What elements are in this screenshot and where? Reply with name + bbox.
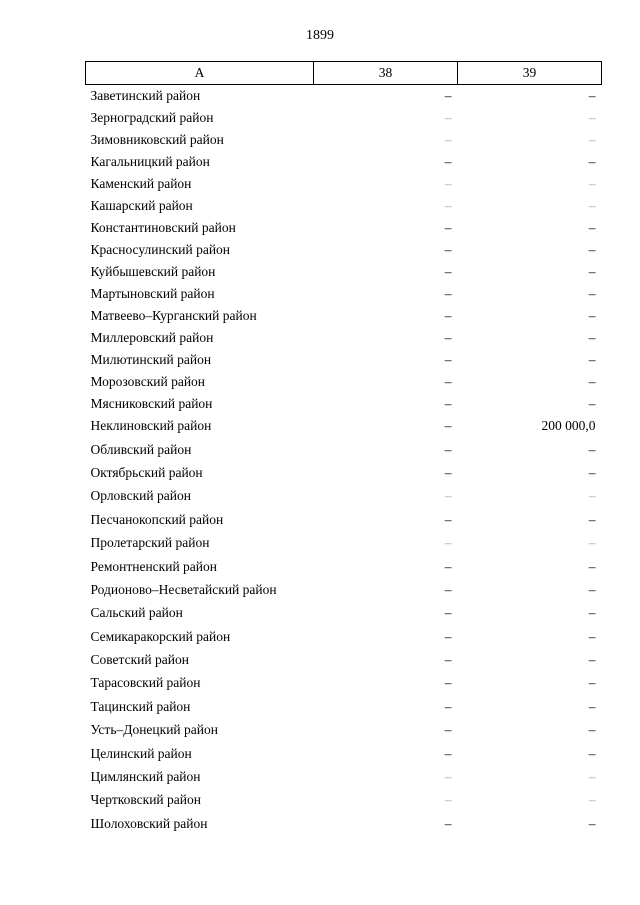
table-row [86, 765, 602, 788]
value-col-38: – [444, 418, 452, 434]
value-col-38: – [444, 241, 452, 257]
district-name: Константиновский район [90, 219, 236, 235]
page-number: 1899 [306, 28, 334, 43]
value-col-38: – [444, 488, 452, 504]
table-row [86, 239, 602, 261]
value-col-39: – [588, 581, 596, 597]
district-name: Тацинский район [90, 698, 191, 714]
value-col-39: – [588, 131, 596, 147]
table-row [86, 327, 602, 349]
value-col-39: – [588, 745, 596, 761]
table-row [86, 578, 602, 601]
header-col-38: 38 [314, 62, 458, 85]
value-col-38: – [444, 307, 452, 323]
value-col-39: – [588, 441, 596, 457]
district-name: Обливский район [90, 441, 192, 457]
value-col-38: – [444, 792, 452, 808]
district-name: Целинский район [90, 745, 192, 761]
value-col-38: – [444, 87, 452, 103]
value-col-38: – [444, 373, 452, 389]
value-col-38: – [444, 628, 452, 644]
table-row [86, 283, 602, 305]
district-name: Матвеево–Курганский район [90, 307, 257, 323]
value-col-39: – [588, 351, 596, 367]
header-row [86, 62, 602, 85]
district-name: Каменский район [90, 175, 192, 191]
table-header [86, 62, 602, 85]
value-col-39: – [588, 109, 596, 125]
value-col-38: – [444, 581, 452, 597]
table-row [86, 349, 602, 371]
value-col-38: – [444, 197, 452, 213]
district-name: Цимлянский район [90, 769, 201, 785]
value-col-38: – [444, 511, 452, 527]
value-col-39: – [588, 535, 596, 551]
table-row [86, 485, 602, 508]
district-name: Родионово–Несветайский район [90, 581, 277, 597]
value-col-38: – [444, 351, 452, 367]
district-name: Морозовский район [90, 373, 206, 389]
table-row [86, 393, 602, 415]
value-col-39: 200 000,0 [541, 418, 596, 434]
table-row [86, 415, 602, 438]
district-name: Куйбышевский район [90, 263, 216, 279]
table-row [86, 461, 602, 484]
district-name: Шолоховский район [90, 815, 208, 831]
district-name: Мясниковский район [90, 395, 213, 411]
value-col-38: – [444, 745, 452, 761]
value-col-39: – [588, 373, 596, 389]
table-row [86, 173, 602, 195]
district-name: Усть–Донецкий район [90, 722, 218, 738]
value-col-38: – [444, 464, 452, 480]
value-col-38: – [444, 698, 452, 714]
value-col-39: – [588, 792, 596, 808]
value-col-38: – [444, 329, 452, 345]
value-col-39: – [588, 698, 596, 714]
value-col-39: – [588, 511, 596, 527]
table-row [86, 438, 602, 461]
table-row [86, 129, 602, 151]
table-row [86, 672, 602, 695]
table-row [86, 305, 602, 327]
district-name: Красносулинский район [90, 241, 231, 257]
district-name: Пролетарский район [90, 535, 210, 551]
table-row [86, 261, 602, 283]
district-name: Милютинский район [90, 351, 212, 367]
district-name: Песчанокопский район [90, 511, 224, 527]
value-col-39: – [588, 395, 596, 411]
value-col-39: – [588, 219, 596, 235]
district-name: Кашарский район [90, 197, 193, 213]
value-col-38: – [444, 605, 452, 621]
value-col-38: – [444, 395, 452, 411]
district-name: Семикаракорский район [90, 628, 231, 644]
value-col-39: – [588, 263, 596, 279]
table-row [86, 648, 602, 671]
value-col-38: – [444, 815, 452, 831]
value-col-39: – [588, 558, 596, 574]
value-col-38: – [444, 109, 452, 125]
district-name: Мартыновский район [90, 285, 215, 301]
value-col-39: – [588, 605, 596, 621]
value-col-39: – [588, 675, 596, 691]
table-body [86, 85, 602, 836]
budget-table [85, 61, 602, 836]
district-name: Кагальницкий район [90, 153, 210, 169]
value-col-39: – [588, 769, 596, 785]
value-col-39: – [588, 197, 596, 213]
district-name: Чертковский район [90, 792, 201, 808]
district-name: Миллеровский район [90, 329, 214, 345]
value-col-39: – [588, 722, 596, 738]
value-col-39: – [588, 175, 596, 191]
district-name: Орловский район [90, 488, 191, 504]
table-row [86, 107, 602, 129]
table-row [86, 602, 602, 625]
value-col-39: – [588, 815, 596, 831]
value-col-38: – [444, 263, 452, 279]
value-col-39: – [588, 464, 596, 480]
table-row [86, 371, 602, 393]
table-row [86, 695, 602, 718]
table-row [86, 85, 602, 107]
district-name: Сальский район [90, 605, 183, 621]
value-col-38: – [444, 652, 452, 668]
district-name: Октябрьский район [90, 464, 203, 480]
header-col-39: 39 [458, 62, 602, 85]
table-row [86, 531, 602, 554]
table-row [86, 151, 602, 173]
value-col-38: – [444, 175, 452, 191]
value-col-39: – [588, 87, 596, 103]
district-name: Тарасовский район [90, 675, 201, 691]
value-col-38: – [444, 441, 452, 457]
table-row [86, 195, 602, 217]
value-col-38: – [444, 769, 452, 785]
district-name: Неклиновский район [90, 418, 212, 434]
value-col-38: – [444, 285, 452, 301]
value-col-38: – [444, 535, 452, 551]
table-row [86, 625, 602, 648]
value-col-39: – [588, 488, 596, 504]
district-name: Зимовниковский район [90, 131, 224, 147]
district-name: Ремонтненский район [90, 558, 217, 574]
district-name: Заветинский район [90, 87, 201, 103]
value-col-38: – [444, 558, 452, 574]
district-name: Советский район [90, 652, 189, 668]
value-col-39: – [588, 652, 596, 668]
district-name: Зерноградский район [90, 109, 214, 125]
value-col-38: – [444, 722, 452, 738]
value-col-38: – [444, 675, 452, 691]
table-row [86, 789, 602, 812]
table-row [86, 217, 602, 239]
table-row [86, 508, 602, 531]
header-col-a: А [86, 62, 314, 85]
value-col-38: – [444, 131, 452, 147]
value-col-38: – [444, 219, 452, 235]
table-row [86, 555, 602, 578]
value-col-38: – [444, 153, 452, 169]
value-col-39: – [588, 307, 596, 323]
value-col-39: – [588, 329, 596, 345]
value-col-39: – [588, 628, 596, 644]
value-col-39: – [588, 285, 596, 301]
table-row [86, 812, 602, 835]
value-col-39: – [588, 153, 596, 169]
table-row [86, 719, 602, 742]
table-row [86, 742, 602, 765]
value-col-39: – [588, 241, 596, 257]
